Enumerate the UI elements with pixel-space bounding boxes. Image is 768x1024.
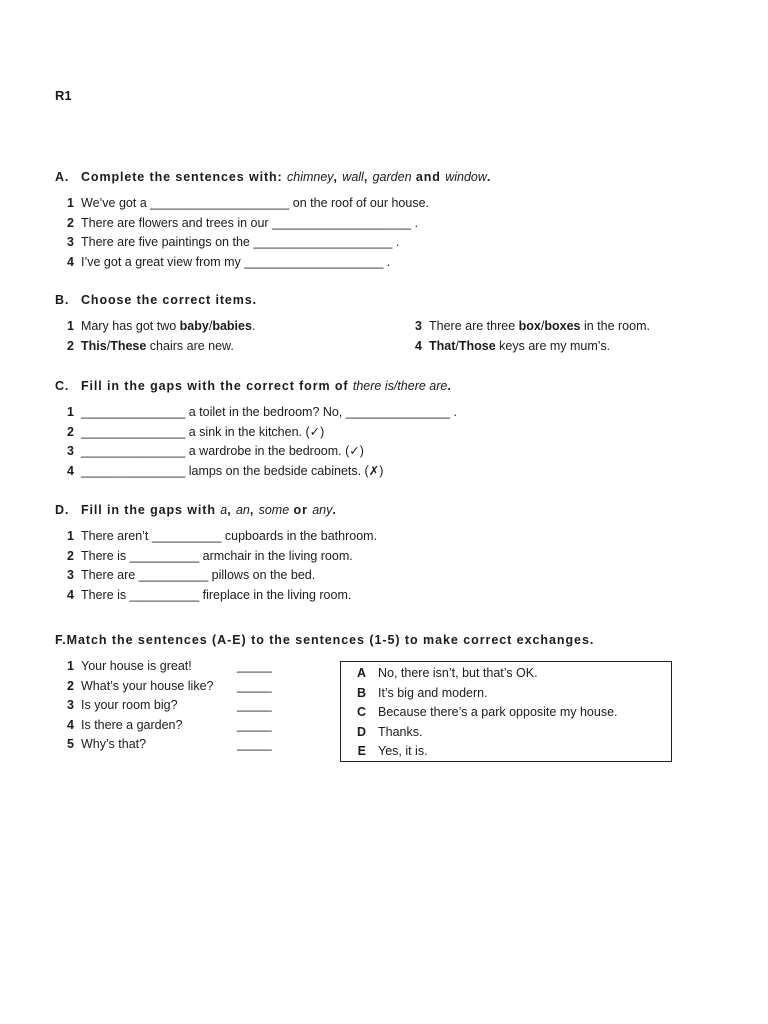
answer-text: Because there’s a park opposite my house. xyxy=(378,705,618,719)
list-item xyxy=(55,442,457,462)
item-text-part: / xyxy=(208,319,213,333)
answer-blank: _______________ xyxy=(81,424,186,439)
item-text-after: fireplace in the living room. xyxy=(199,587,352,602)
question-text: What’s your house like? xyxy=(81,678,214,693)
item-number: 3 xyxy=(67,444,74,458)
item-text xyxy=(81,319,255,333)
match-question xyxy=(55,735,295,755)
answer-letter: A xyxy=(356,666,366,680)
answer-blank: _______________ xyxy=(81,463,186,478)
item-number: 1 xyxy=(67,405,74,419)
item-text xyxy=(429,339,610,353)
section-a-heading xyxy=(55,170,491,184)
answer-blank: ____________________ xyxy=(244,254,384,269)
answer-blank: ____________________ xyxy=(150,196,290,210)
item-number: 3 xyxy=(67,235,74,249)
item-text-after: cupboards in the bathroom. xyxy=(221,529,378,543)
item-text xyxy=(81,425,324,439)
sectionC-title-part: . xyxy=(447,379,452,393)
sectionC-title-part: Fill in the gaps with the correct form of xyxy=(81,379,353,393)
choice-option: boxes xyxy=(544,319,581,333)
item-number: 3 xyxy=(415,319,422,333)
item-text xyxy=(81,255,390,269)
list-item xyxy=(55,403,457,423)
answer-blank: _____ xyxy=(237,737,272,751)
item-text-part: There are three xyxy=(429,319,519,333)
item-text-after: . xyxy=(411,215,419,230)
item-text-before: I’ve got a great view from my xyxy=(81,254,245,269)
list-item xyxy=(55,317,255,337)
match-answer xyxy=(353,703,618,723)
answer-blank: _______________ xyxy=(81,405,186,419)
list-item xyxy=(55,253,429,273)
item-text xyxy=(81,339,234,353)
match-answer xyxy=(353,664,618,684)
answer-blank: _____ xyxy=(237,678,272,693)
item-number: 4 xyxy=(415,338,422,353)
choice-option: baby xyxy=(179,319,209,333)
list-item xyxy=(55,586,377,606)
item-number: 5 xyxy=(67,737,74,751)
item-text-rest: a sink in the kitchen. (✓) xyxy=(185,424,325,439)
answer-blank: _____ xyxy=(237,659,272,673)
section-b-title: Choose the correct items. xyxy=(81,293,258,307)
answer-blank: ____________________ xyxy=(253,235,393,249)
list-item xyxy=(55,527,377,547)
choice-option: This xyxy=(81,338,107,353)
answer-letter: E xyxy=(357,744,366,758)
sectionA-title-part: . xyxy=(486,170,492,184)
item-number: 2 xyxy=(67,338,74,353)
answer-text: No, there isn’t, but that’s OK. xyxy=(378,666,538,680)
sectionD-title-part: any xyxy=(312,503,333,517)
question-text: Why’s that? xyxy=(81,737,147,751)
item-text-part: / xyxy=(455,338,459,353)
list-item xyxy=(55,423,457,443)
section-a-title xyxy=(81,170,491,184)
item-text xyxy=(81,235,399,249)
list-item xyxy=(55,337,255,357)
list-item xyxy=(55,462,457,482)
section-d-title xyxy=(81,503,337,517)
section-d-list xyxy=(55,527,377,605)
item-text xyxy=(81,405,457,419)
item-text-after: . xyxy=(383,254,391,269)
answer-blank: __________ xyxy=(138,568,209,582)
item-text-part: keys are my mum’s. xyxy=(495,338,611,353)
list-item xyxy=(403,337,650,357)
item-number: 3 xyxy=(67,698,74,712)
item-number: 4 xyxy=(67,463,74,478)
sectionD-title-part: , xyxy=(227,503,236,517)
item-text-before: There are xyxy=(81,568,139,582)
sectionA-title-part: chimney xyxy=(287,170,334,184)
item-text-after: pillows on the bed. xyxy=(208,568,316,582)
list-item xyxy=(55,233,429,253)
section-a-letter: A. xyxy=(55,170,70,184)
section-c-list xyxy=(55,403,457,481)
item-text-part: in the room. xyxy=(580,319,650,333)
item-number: 4 xyxy=(67,254,74,269)
item-text xyxy=(81,444,364,458)
item-number: 1 xyxy=(67,659,74,673)
section-c-title xyxy=(81,379,452,393)
item-text xyxy=(81,588,351,602)
item-number: 1 xyxy=(67,319,74,333)
choice-option: babies xyxy=(212,319,252,333)
answer-text: Yes, it is. xyxy=(378,744,428,758)
item-text-before: There are flowers and trees in our xyxy=(81,215,273,230)
sectionC-title-part: there is/there are xyxy=(352,379,448,393)
item-text xyxy=(81,568,315,582)
item-text-after: . xyxy=(392,235,400,249)
item-text-before: We’ve got a xyxy=(81,196,151,210)
question-text: Is your room big? xyxy=(81,698,178,712)
item-text xyxy=(81,464,383,478)
item-text-before: There is xyxy=(81,548,130,563)
answer-blank: _____ xyxy=(237,698,272,712)
sectionA-title-part: Complete the sentences with: xyxy=(81,170,287,184)
item-number: 2 xyxy=(67,215,74,230)
answer-letter: C xyxy=(356,705,366,719)
section-c-letter: C. xyxy=(55,379,70,393)
item-number: 2 xyxy=(67,548,74,563)
question-text: Your house is great! xyxy=(81,659,192,673)
list-item xyxy=(403,317,650,337)
section-f-questions xyxy=(55,657,295,755)
answer-blank: __________ xyxy=(129,587,200,602)
sectionD-title-part: or xyxy=(289,503,313,517)
item-text xyxy=(429,319,650,333)
sectionD-title-part: . xyxy=(332,503,337,517)
sectionA-title-part: window xyxy=(445,170,487,184)
choice-option: That xyxy=(429,338,456,353)
item-text-part: . xyxy=(251,319,256,333)
item-text xyxy=(81,529,377,543)
sectionD-title-part: Fill in the gaps with xyxy=(81,503,221,517)
sectionD-title-part: some xyxy=(258,503,290,517)
item-text xyxy=(81,549,353,563)
section-b-list-right xyxy=(403,317,650,356)
match-question xyxy=(55,696,295,716)
answer-letter: B xyxy=(356,685,366,700)
item-number: 2 xyxy=(67,678,74,693)
item-text-rest: a wardrobe in the bedroom. (✓) xyxy=(185,444,364,458)
match-answer xyxy=(353,723,618,743)
sectionD-title-part: a xyxy=(220,503,228,517)
item-text-rest: lamps on the bedside cabinets. (✗) xyxy=(185,463,384,478)
list-item xyxy=(55,194,429,214)
section-c-heading xyxy=(55,379,452,393)
section-d-heading xyxy=(55,503,337,517)
item-text-part: / xyxy=(106,338,111,353)
list-item xyxy=(55,566,377,586)
answer-blank: _____ xyxy=(237,717,272,732)
sectionA-title-part: wall xyxy=(342,170,364,184)
item-text-part: chairs are new. xyxy=(146,338,234,353)
item-number: 1 xyxy=(67,196,74,210)
item-text-before: There aren’t xyxy=(81,529,152,543)
section-b-letter: B. xyxy=(55,293,70,307)
item-text-after: armchair in the living room. xyxy=(199,548,353,563)
item-number: 2 xyxy=(67,424,74,439)
match-answer xyxy=(353,742,618,762)
match-question xyxy=(55,657,295,677)
sectionD-title-part: , xyxy=(249,503,259,517)
choice-option: box xyxy=(518,319,541,333)
choice-option: Those xyxy=(458,338,496,353)
answer-text: It’s big and modern. xyxy=(378,685,488,700)
item-text-before: There are five paintings on the xyxy=(81,235,254,249)
match-question xyxy=(55,677,295,697)
item-text-part: Mary has got two xyxy=(81,319,180,333)
item-text-after: on the roof of our house. xyxy=(289,196,429,210)
section-a-list xyxy=(55,194,429,272)
answer-blank: __________ xyxy=(151,529,222,543)
item-number: 1 xyxy=(67,529,74,543)
item-number: 4 xyxy=(67,717,74,732)
choice-option: These xyxy=(110,338,147,353)
sectionD-title-part: an xyxy=(235,503,250,517)
section-b-list-left xyxy=(55,317,255,356)
sectionA-title-part: , xyxy=(333,170,343,184)
answer-blank: ____________________ xyxy=(272,215,412,230)
sectionA-title-part: garden xyxy=(372,170,412,184)
question-text: Is there a garden? xyxy=(81,717,183,732)
list-item xyxy=(55,547,377,567)
answer-text: Thanks. xyxy=(378,724,423,739)
answer-list xyxy=(353,664,618,762)
item-number: 3 xyxy=(67,568,74,582)
item-text-before: There is xyxy=(81,587,130,602)
item-text xyxy=(81,216,418,230)
item-text xyxy=(81,196,429,210)
document-code: R1 xyxy=(55,88,72,103)
item-text-part: / xyxy=(540,319,545,333)
section-d-letter: D. xyxy=(55,503,70,517)
sectionA-title-part: , xyxy=(363,170,373,184)
item-text-rest: a toilet in the bedroom? No, _______________ . xyxy=(185,405,458,419)
section-b-heading xyxy=(55,293,257,307)
answer-box xyxy=(340,661,672,762)
answer-letter: D xyxy=(356,724,366,739)
list-item xyxy=(55,214,429,234)
section-f-heading: F.Match the sentences (A-E) to the sentences (1-5) to make correct exchanges. xyxy=(55,633,595,647)
match-answer xyxy=(353,684,618,704)
answer-blank: __________ xyxy=(129,548,200,563)
match-question xyxy=(55,716,295,736)
answer-blank: _______________ xyxy=(81,444,186,458)
item-number: 4 xyxy=(67,587,74,602)
sectionA-title-part: and xyxy=(411,170,446,184)
